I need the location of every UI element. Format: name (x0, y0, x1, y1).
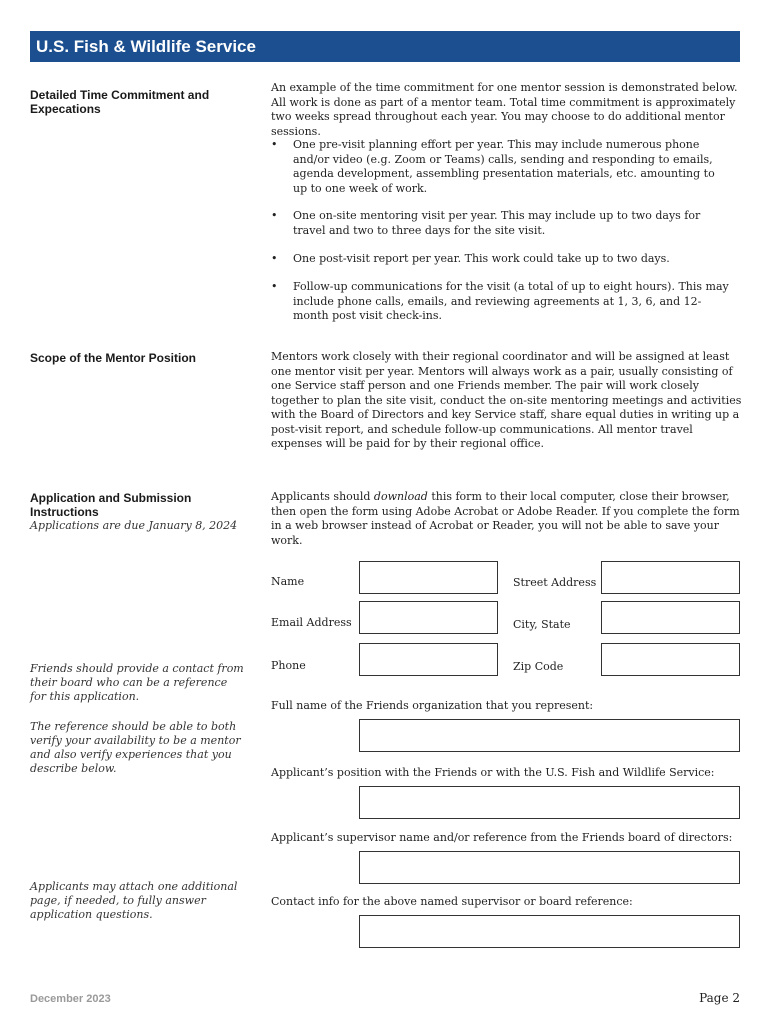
scope-heading: Scope of the Mentor Position (30, 351, 197, 365)
application-instructions (271, 490, 743, 548)
list-item: • One post-visit report per year. This work could take up to two days. (271, 252, 731, 267)
email-label: Email Address (271, 616, 352, 629)
instructions-text-start: Applicants should (271, 490, 374, 503)
email-field[interactable] (359, 601, 498, 634)
city-state-label: City, State (513, 618, 571, 631)
list-item: • One on-site mentoring visit per year. This may include up to two days for travel and two to three days for the site visit. (271, 209, 731, 238)
reference-note-2: The reference should be able to both verify your availability to be a mentor and also verify experiences that you describe below. (30, 720, 241, 775)
applicant-position-field[interactable] (359, 786, 740, 819)
reference-contact-field[interactable] (359, 915, 740, 948)
footer-date: December 2023 (30, 993, 111, 1005)
zip-code-label: Zip Code (513, 660, 564, 673)
street-address-field[interactable] (601, 561, 740, 594)
organization-field[interactable] (359, 719, 740, 752)
name-field[interactable] (359, 561, 498, 594)
application-heading: Application and Submission Instructions (30, 491, 192, 519)
attach-note: Applicants may attach one additional page, if needed, to fully answer application questions. (30, 880, 238, 921)
reference-note-1: Friends should provide a contact from their board who can be a reference for this application. (30, 662, 244, 703)
list-item: • One pre-visit planning effort per year. This may include numerous phone and/or video (e.g. Zoom or Teams) calls, sending and responding to emails, agenda development, assembling presentation materials, etc. amounting to up to one week of work. (271, 138, 731, 196)
city-state-field[interactable] (601, 601, 740, 634)
phone-label: Phone (271, 659, 306, 672)
instructions-download-word: download (373, 490, 428, 503)
organization-label: Full name of the Friends organization that you represent: (271, 699, 594, 712)
zip-code-field[interactable] (601, 643, 740, 676)
time-commitment-heading: Detailed Time Commitment and Expecations (30, 88, 210, 116)
page-number: Page 2 (699, 991, 740, 1005)
agency-banner: U.S. Fish & Wildlife Service (30, 31, 740, 62)
time-commitment-intro: An example of the time commitment for one mentor session is demonstrated below. All work is done as part of a mentor team. Total time commitment is approximately two weeks spread throughout each year. You may choose to do additional mentor sessions. (271, 81, 738, 138)
phone-field[interactable] (359, 643, 498, 676)
instructions-text-end: this form to their local computer, close their browser, then open the form using Adobe Acrobat or Adobe Reader. If you complete the form in a web browser instead of Acrobat or Reader, you will not be able to save your work. (271, 490, 740, 547)
reference-contact-label: Contact info for the above named supervisor or board reference: (271, 895, 633, 908)
supervisor-field[interactable] (359, 851, 740, 884)
scope-text: Mentors work closely with their regional coordinator and will be assigned at least one mentor visit per year. Mentors will always work as a pair, usually consisting of one Service staff person and one Friends member. The pair will work closely together to plan the site visit, conduct the on-site mentoring meetings and activities with the Board of Directors and key Service staff, share equal duties in writing up a post-visit report, and schedule follow-up communications. All mentor travel expenses will be paid for by their regional office. (271, 350, 742, 450)
name-label: Name (271, 575, 305, 588)
list-item: • Follow-up communications for the visit (a total of up to eight hours). This may include phone calls, emails, and reviewing agreements at 1, 3, 6, and 12-month post visit check-ins. (271, 280, 731, 324)
street-address-label: Street Address (513, 576, 597, 589)
supervisor-label: Applicant’s supervisor name and/or reference from the Friends board of directors: (271, 831, 733, 844)
due-date-note: Applications are due January 8, 2024 (30, 519, 238, 532)
applicant-position-label: Applicant’s position with the Friends or with the U.S. Fish and Wildlife Service: (271, 766, 715, 779)
